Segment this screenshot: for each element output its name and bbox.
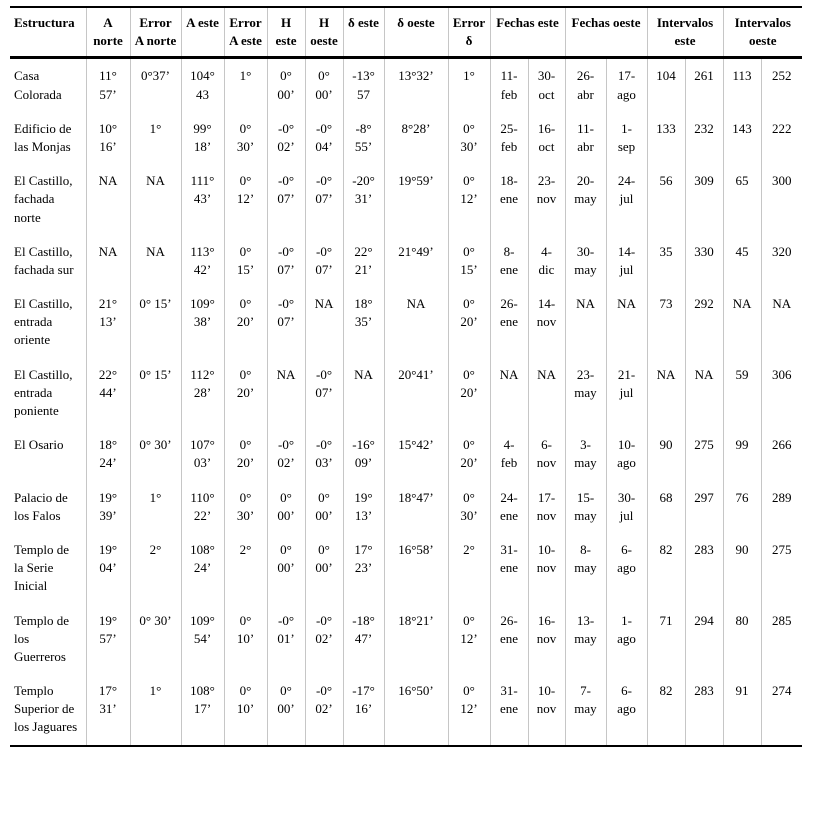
- value-cell: 108° 24’: [181, 533, 224, 604]
- value-cell: 1-sep: [606, 112, 647, 164]
- value-cell: 45: [723, 235, 761, 287]
- value-cell: 71: [647, 604, 685, 675]
- value-cell: 0° 12’: [448, 674, 490, 746]
- value-cell: NA: [130, 164, 181, 235]
- value-cell: 133: [647, 112, 685, 164]
- value-cell: 0° 12’: [224, 164, 267, 235]
- value-cell: 18°21’: [384, 604, 448, 675]
- value-cell: 0° 15’: [448, 235, 490, 287]
- value-cell: -0° 02’: [267, 428, 305, 480]
- value-cell: 0° 30’: [224, 481, 267, 533]
- value-cell: 306: [761, 358, 802, 429]
- value-cell: NA: [305, 287, 343, 358]
- value-cell: -0° 01’: [267, 604, 305, 675]
- value-cell: 0° 15’: [130, 287, 181, 358]
- value-cell: 0° 00’: [305, 58, 343, 112]
- value-cell: 23-may: [565, 358, 606, 429]
- table-row: [10, 112, 802, 164]
- value-cell: 17-nov: [528, 481, 565, 533]
- structure-name-cell: El Castillo, entrada poniente: [10, 358, 86, 429]
- table-row: [10, 358, 802, 429]
- table-row: [10, 428, 802, 480]
- value-cell: 1°: [448, 58, 490, 112]
- value-cell: 0° 30’: [448, 112, 490, 164]
- value-cell: 59: [723, 358, 761, 429]
- value-cell: 10-ago: [606, 428, 647, 480]
- value-cell: 285: [761, 604, 802, 675]
- value-cell: 1-ago: [606, 604, 647, 675]
- value-cell: 6-ago: [606, 674, 647, 746]
- value-cell: 113° 42’: [181, 235, 224, 287]
- value-cell: 65: [723, 164, 761, 235]
- structure-name-cell: Casa Colorada: [10, 58, 86, 112]
- value-cell: 4-dic: [528, 235, 565, 287]
- value-cell: 14-nov: [528, 287, 565, 358]
- value-cell: -13° 57: [343, 58, 384, 112]
- value-cell: 10-nov: [528, 674, 565, 746]
- value-cell: 330: [685, 235, 723, 287]
- value-cell: -0° 02’: [305, 604, 343, 675]
- value-cell: 252: [761, 58, 802, 112]
- value-cell: 8-may: [565, 533, 606, 604]
- value-cell: 25-feb: [490, 112, 528, 164]
- value-cell: 22° 21’: [343, 235, 384, 287]
- value-cell: 15-may: [565, 481, 606, 533]
- value-cell: -8° 55’: [343, 112, 384, 164]
- table-row: [10, 58, 802, 112]
- value-cell: 76: [723, 481, 761, 533]
- value-cell: 0° 20’: [224, 358, 267, 429]
- value-cell: 35: [647, 235, 685, 287]
- value-cell: 0° 00’: [267, 58, 305, 112]
- value-cell: 80: [723, 604, 761, 675]
- value-cell: 13°32’: [384, 58, 448, 112]
- value-cell: 0° 00’: [267, 674, 305, 746]
- value-cell: 300: [761, 164, 802, 235]
- value-cell: 18-ene: [490, 164, 528, 235]
- value-cell: 15°42’: [384, 428, 448, 480]
- value-cell: 99° 18’: [181, 112, 224, 164]
- value-cell: 17° 23’: [343, 533, 384, 604]
- value-cell: 6-nov: [528, 428, 565, 480]
- value-cell: 13-may: [565, 604, 606, 675]
- value-cell: 68: [647, 481, 685, 533]
- value-cell: 17° 31’: [86, 674, 130, 746]
- value-cell: NA: [761, 287, 802, 358]
- value-cell: 19° 39’: [86, 481, 130, 533]
- value-cell: 0° 12’: [448, 604, 490, 675]
- col-header-h-oeste: H oeste: [305, 7, 343, 58]
- col-header-intervalos-oeste: Intervalos oeste: [723, 7, 802, 58]
- structure-name-cell: El Osario: [10, 428, 86, 480]
- value-cell: 0°37’: [130, 58, 181, 112]
- structure-name-cell: El Castillo, fachada sur: [10, 235, 86, 287]
- value-cell: 292: [685, 287, 723, 358]
- value-cell: 22° 44’: [86, 358, 130, 429]
- value-cell: 16°50’: [384, 674, 448, 746]
- value-cell: -0° 07’: [267, 235, 305, 287]
- structure-name-cell: El Castillo, entrada oriente: [10, 287, 86, 358]
- structure-name-cell: Templo Superior de los Jaguares: [10, 674, 86, 746]
- value-cell: 0° 15’: [224, 235, 267, 287]
- value-cell: 19° 13’: [343, 481, 384, 533]
- value-cell: 91: [723, 674, 761, 746]
- col-header-error-a-norte: Error A norte: [130, 7, 181, 58]
- value-cell: NA: [723, 287, 761, 358]
- value-cell: -0° 02’: [267, 112, 305, 164]
- value-cell: 113: [723, 58, 761, 112]
- value-cell: 99: [723, 428, 761, 480]
- value-cell: 26-ene: [490, 604, 528, 675]
- table-row: [10, 164, 802, 235]
- structure-name-cell: Templo de los Guerreros: [10, 604, 86, 675]
- value-cell: 31-ene: [490, 674, 528, 746]
- value-cell: 0° 20’: [448, 428, 490, 480]
- value-cell: 110° 22’: [181, 481, 224, 533]
- value-cell: 294: [685, 604, 723, 675]
- value-cell: 26-ene: [490, 287, 528, 358]
- value-cell: 10-nov: [528, 533, 565, 604]
- value-cell: 8-ene: [490, 235, 528, 287]
- value-cell: 30-oct: [528, 58, 565, 112]
- value-cell: NA: [86, 235, 130, 287]
- value-cell: 24-jul: [606, 164, 647, 235]
- value-cell: 56: [647, 164, 685, 235]
- value-cell: 104: [647, 58, 685, 112]
- value-cell: 222: [761, 112, 802, 164]
- structure-name-cell: Edificio de las Monjas: [10, 112, 86, 164]
- col-header-estructura: Estructura: [10, 7, 86, 58]
- value-cell: -17° 16’: [343, 674, 384, 746]
- value-cell: NA: [86, 164, 130, 235]
- value-cell: 21-jul: [606, 358, 647, 429]
- value-cell: 23-nov: [528, 164, 565, 235]
- col-header-error-delta: Error δ: [448, 7, 490, 58]
- col-header-delta-oeste: δ oeste: [384, 7, 448, 58]
- value-cell: NA: [647, 358, 685, 429]
- value-cell: NA: [606, 287, 647, 358]
- value-cell: 4-feb: [490, 428, 528, 480]
- table-row: [10, 287, 802, 358]
- col-header-fechas-este: Fechas este: [490, 7, 565, 58]
- value-cell: 1°: [130, 112, 181, 164]
- value-cell: 18° 35’: [343, 287, 384, 358]
- value-cell: 2°: [130, 533, 181, 604]
- value-cell: NA: [130, 235, 181, 287]
- value-cell: 90: [647, 428, 685, 480]
- value-cell: NA: [528, 358, 565, 429]
- value-cell: 82: [647, 674, 685, 746]
- header-row: [10, 7, 802, 58]
- value-cell: 2°: [224, 533, 267, 604]
- value-cell: 19° 57’: [86, 604, 130, 675]
- value-cell: 297: [685, 481, 723, 533]
- table-row: [10, 235, 802, 287]
- table-row: [10, 533, 802, 604]
- value-cell: -16° 09’: [343, 428, 384, 480]
- value-cell: -0° 07’: [305, 358, 343, 429]
- structure-name-cell: Templo de la Serie Inicial: [10, 533, 86, 604]
- value-cell: 16-nov: [528, 604, 565, 675]
- value-cell: 0° 10’: [224, 674, 267, 746]
- value-cell: 21°49’: [384, 235, 448, 287]
- alignments-table: [10, 6, 802, 747]
- value-cell: 7-may: [565, 674, 606, 746]
- value-cell: 16°58’: [384, 533, 448, 604]
- table-body: [10, 58, 802, 746]
- value-cell: 289: [761, 481, 802, 533]
- structure-name-cell: Palacio de los Falos: [10, 481, 86, 533]
- value-cell: -20° 31’: [343, 164, 384, 235]
- col-header-a-norte: A norte: [86, 7, 130, 58]
- value-cell: -0° 02’: [305, 674, 343, 746]
- value-cell: 11° 57’: [86, 58, 130, 112]
- value-cell: 14-jul: [606, 235, 647, 287]
- value-cell: -0° 04’: [305, 112, 343, 164]
- value-cell: 109° 54’: [181, 604, 224, 675]
- value-cell: NA: [565, 287, 606, 358]
- col-header-fechas-oeste: Fechas oeste: [565, 7, 647, 58]
- value-cell: 320: [761, 235, 802, 287]
- value-cell: 0° 12’: [448, 164, 490, 235]
- value-cell: 143: [723, 112, 761, 164]
- value-cell: 73: [647, 287, 685, 358]
- value-cell: 19° 04’: [86, 533, 130, 604]
- value-cell: 104° 43: [181, 58, 224, 112]
- value-cell: 18° 24’: [86, 428, 130, 480]
- value-cell: 0° 00’: [267, 481, 305, 533]
- value-cell: 275: [685, 428, 723, 480]
- value-cell: -0° 07’: [267, 164, 305, 235]
- value-cell: 11-feb: [490, 58, 528, 112]
- value-cell: 0° 00’: [305, 533, 343, 604]
- value-cell: 1°: [224, 58, 267, 112]
- value-cell: 0° 30’: [224, 112, 267, 164]
- value-cell: NA: [685, 358, 723, 429]
- value-cell: 108° 17’: [181, 674, 224, 746]
- value-cell: 309: [685, 164, 723, 235]
- value-cell: 11-abr: [565, 112, 606, 164]
- value-cell: 30-jul: [606, 481, 647, 533]
- value-cell: 283: [685, 674, 723, 746]
- value-cell: 21° 13’: [86, 287, 130, 358]
- value-cell: 112° 28’: [181, 358, 224, 429]
- structure-name-cell: El Castillo, fachada norte: [10, 164, 86, 235]
- value-cell: 8°28’: [384, 112, 448, 164]
- value-cell: 24-ene: [490, 481, 528, 533]
- value-cell: 17-ago: [606, 58, 647, 112]
- col-header-error-a-este: Error A este: [224, 7, 267, 58]
- col-header-h-este: H este: [267, 7, 305, 58]
- value-cell: NA: [267, 358, 305, 429]
- value-cell: 275: [761, 533, 802, 604]
- value-cell: 107° 03’: [181, 428, 224, 480]
- value-cell: 10° 16’: [86, 112, 130, 164]
- value-cell: 31-ene: [490, 533, 528, 604]
- value-cell: -18° 47’: [343, 604, 384, 675]
- value-cell: 19°59’: [384, 164, 448, 235]
- value-cell: 2°: [448, 533, 490, 604]
- value-cell: 90: [723, 533, 761, 604]
- table-header: [10, 7, 802, 58]
- value-cell: 1°: [130, 481, 181, 533]
- value-cell: 0° 30’: [130, 428, 181, 480]
- value-cell: 0° 20’: [448, 287, 490, 358]
- value-cell: 232: [685, 112, 723, 164]
- col-header-delta-este: δ este: [343, 7, 384, 58]
- value-cell: 30-may: [565, 235, 606, 287]
- col-header-a-este: A este: [181, 7, 224, 58]
- value-cell: -0° 07’: [305, 235, 343, 287]
- value-cell: 20-may: [565, 164, 606, 235]
- table-row: [10, 604, 802, 675]
- value-cell: 0° 20’: [224, 428, 267, 480]
- value-cell: -0° 07’: [267, 287, 305, 358]
- value-cell: 0° 00’: [267, 533, 305, 604]
- value-cell: 266: [761, 428, 802, 480]
- value-cell: 16-oct: [528, 112, 565, 164]
- value-cell: 0° 20’: [448, 358, 490, 429]
- value-cell: NA: [384, 287, 448, 358]
- value-cell: 3-may: [565, 428, 606, 480]
- value-cell: 6-ago: [606, 533, 647, 604]
- value-cell: -0° 07’: [305, 164, 343, 235]
- value-cell: 82: [647, 533, 685, 604]
- value-cell: 0° 30’: [448, 481, 490, 533]
- table-row: [10, 674, 802, 746]
- value-cell: 283: [685, 533, 723, 604]
- value-cell: 1°: [130, 674, 181, 746]
- value-cell: 261: [685, 58, 723, 112]
- value-cell: 0° 30’: [130, 604, 181, 675]
- value-cell: NA: [343, 358, 384, 429]
- col-header-intervalos-este: Intervalos este: [647, 7, 723, 58]
- value-cell: 0° 10’: [224, 604, 267, 675]
- value-cell: 111° 43’: [181, 164, 224, 235]
- value-cell: 26-abr: [565, 58, 606, 112]
- value-cell: 109° 38’: [181, 287, 224, 358]
- value-cell: 0° 15’: [130, 358, 181, 429]
- value-cell: NA: [490, 358, 528, 429]
- table-row: [10, 481, 802, 533]
- value-cell: -0° 03’: [305, 428, 343, 480]
- value-cell: 18°47’: [384, 481, 448, 533]
- value-cell: 20°41’: [384, 358, 448, 429]
- value-cell: 0° 00’: [305, 481, 343, 533]
- value-cell: 274: [761, 674, 802, 746]
- value-cell: 0° 20’: [224, 287, 267, 358]
